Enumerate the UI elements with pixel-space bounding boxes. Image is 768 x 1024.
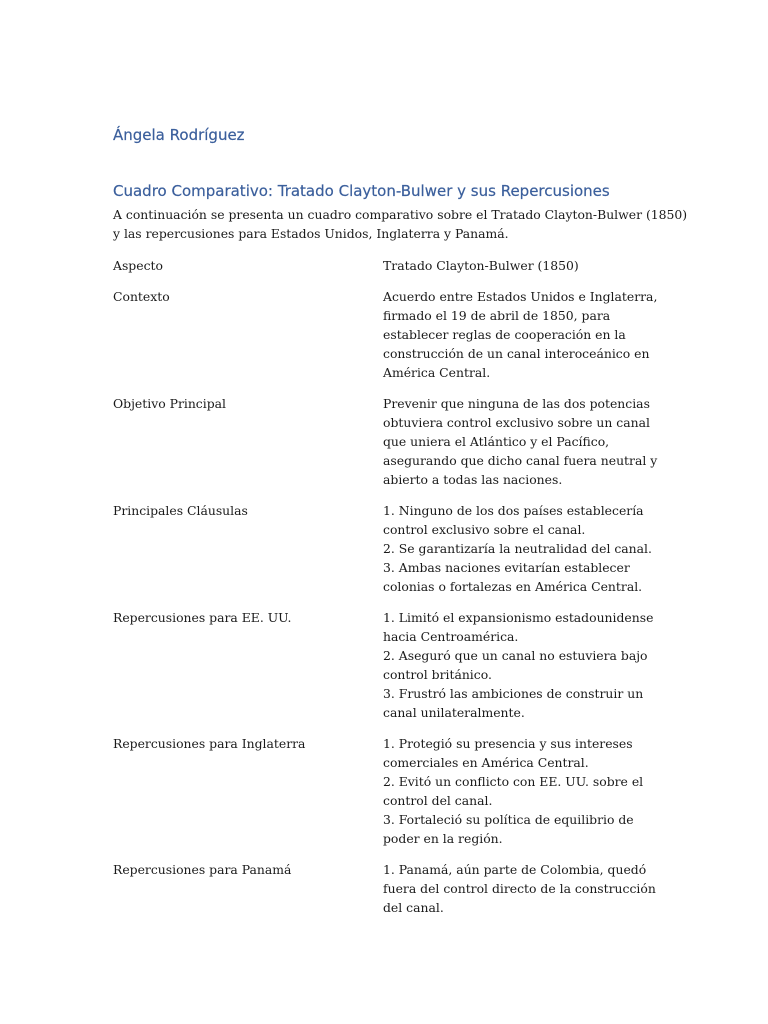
aspect-cell: Contexto [113, 289, 170, 304]
detail-line: 1. Ninguno de los dos países establecería [383, 503, 644, 518]
detail-cell [383, 287, 658, 382]
intro-line: y las repercusiones para Estados Unidos, Inglaterra y Panamá. [113, 226, 509, 241]
table-row [113, 608, 653, 722]
table-row [113, 501, 653, 596]
aspect-cell: Repercusiones para Panamá [113, 862, 292, 877]
aspect-cell: Aspecto [113, 258, 163, 273]
detail-line: 2. Aseguró que un canal no estuviera bajo [383, 648, 648, 663]
detail-line: 2. Se garantizaría la neutralidad del canal. [383, 541, 652, 556]
detail-cell [383, 734, 653, 848]
detail-line: 3. Frustró las ambiciones de construir un [383, 686, 644, 701]
detail-line: América Central. [383, 365, 491, 380]
detail-cell [383, 394, 658, 489]
detail-line: 2. Evitó un conflicto con EE. UU. sobre el [383, 774, 644, 789]
detail-line: Tratado Clayton-Bulwer (1850) [383, 258, 579, 273]
detail-line: del canal. [383, 900, 444, 915]
detail-line: firmado el 19 de abril de 1850, para [383, 308, 611, 323]
intro-line: A continuación se presenta un cuadro comparativo sobre el Tratado Clayton-Bulwer (1850) [113, 207, 688, 222]
detail-line: asegurando que dicho canal fuera neutral y [383, 453, 658, 468]
detail-line: control británico. [383, 667, 492, 682]
table-row [113, 394, 658, 489]
detail-cell [383, 860, 656, 917]
table-row [113, 734, 653, 848]
intro-paragraph [113, 205, 688, 243]
detail-line: canal unilateralmente. [383, 705, 525, 720]
detail-cell [383, 256, 653, 275]
document-title: Cuadro Comparativo: Tratado Clayton-Bulwer y sus Repercusiones [113, 182, 610, 200]
detail-cell [383, 501, 653, 596]
comparison-table [113, 256, 658, 929]
detail-line: obtuviera control exclusivo sobre un canal [383, 415, 650, 430]
detail-line: establecer reglas de cooperación en la [383, 327, 626, 342]
detail-cell [383, 608, 653, 722]
detail-line: comerciales en América Central. [383, 755, 589, 770]
aspect-cell: Objetivo Principal [113, 396, 226, 411]
detail-line: fuera del control directo de la construcción [383, 881, 656, 896]
detail-line: 3. Ambas naciones evitarían establecer [383, 560, 630, 575]
detail-line: control del canal. [383, 793, 493, 808]
aspect-cell: Principales Cláusulas [113, 503, 248, 518]
detail-line: hacia Centroamérica. [383, 629, 519, 644]
detail-line: 3. Fortaleció su política de equilibrio de [383, 812, 634, 827]
table-row [113, 256, 653, 275]
table-row [113, 860, 656, 917]
detail-line: colonias o fortalezas en América Central. [383, 579, 643, 594]
table-row [113, 287, 658, 382]
detail-line: 1. Panamá, aún parte de Colombia, quedó [383, 862, 647, 877]
detail-line: construcción de un canal interoceánico en [383, 346, 650, 361]
aspect-cell: Repercusiones para EE. UU. [113, 610, 292, 625]
detail-line: Prevenir que ninguna de las dos potencias [383, 396, 650, 411]
author-name: Ángela Rodríguez [113, 126, 245, 144]
detail-line: poder en la región. [383, 831, 503, 846]
detail-line: 1. Protegió su presencia y sus intereses [383, 736, 633, 751]
detail-line: control exclusivo sobre el canal. [383, 522, 586, 537]
detail-line: Acuerdo entre Estados Unidos e Inglaterra, [383, 289, 658, 304]
detail-line: 1. Limitó el expansionismo estadounidense [383, 610, 654, 625]
detail-line: abierto a todas las naciones. [383, 472, 563, 487]
aspect-cell: Repercusiones para Inglaterra [113, 736, 306, 751]
detail-line: que uniera el Atlántico y el Pacífico, [383, 434, 610, 449]
